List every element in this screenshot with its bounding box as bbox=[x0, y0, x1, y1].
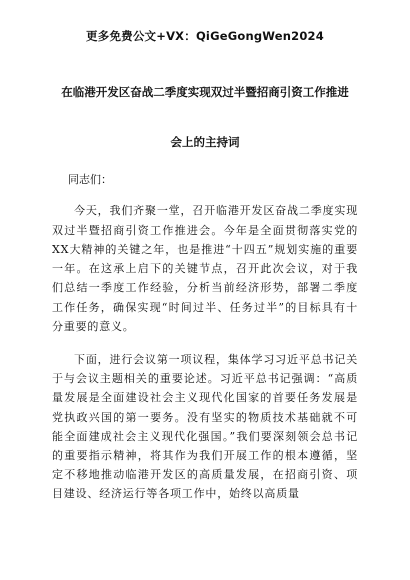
document-title: 在临港开发区奋战二季度实现双过半暨招商引资工作推进 bbox=[61, 85, 349, 99]
document-subtitle: 会上的主持词 bbox=[170, 135, 240, 150]
header-note: 更多免费公文+VX：QiGeGongWen2024 bbox=[86, 29, 324, 43]
body-paragraph-1: 今天，我们齐聚一堂，召开临港开发区奋战二季度实现双过半暨招商引资工作推进会。今年是全面贯彻落实党的XX大精神的关键之年，也是推进“十四五”规划实施的重要一年。在这承上启下的关键节点，召开此次会议，对于我们总结一季度工作经验，分析当前经济形势，部署二季度工作任务，确保实现“时间过半、任务过半”的目标具有十分重要的意义。 bbox=[52, 204, 358, 333]
body-paragraph-2: 下面，进行会议第一项议程，集体学习习近平总书记关于与会议主题相关的重要论述。习近平总书记强调：“高质量发展是全面建设社会主义现代化国家的首要任务发展是党执政兴国的第一要务。没有坚实的物质技术基础就不可能全面建成社会主义现代化强国。”我们要深刻领会总书记的重要指示精神，将其作为我们开展工作的根本遵循，坚定不移地推动临港开发区的高质量发展，在招商引资、项目建设、经济运行等各项工作中，始终以高质量 bbox=[52, 352, 358, 501]
salutation: 同志们： bbox=[68, 173, 112, 187]
